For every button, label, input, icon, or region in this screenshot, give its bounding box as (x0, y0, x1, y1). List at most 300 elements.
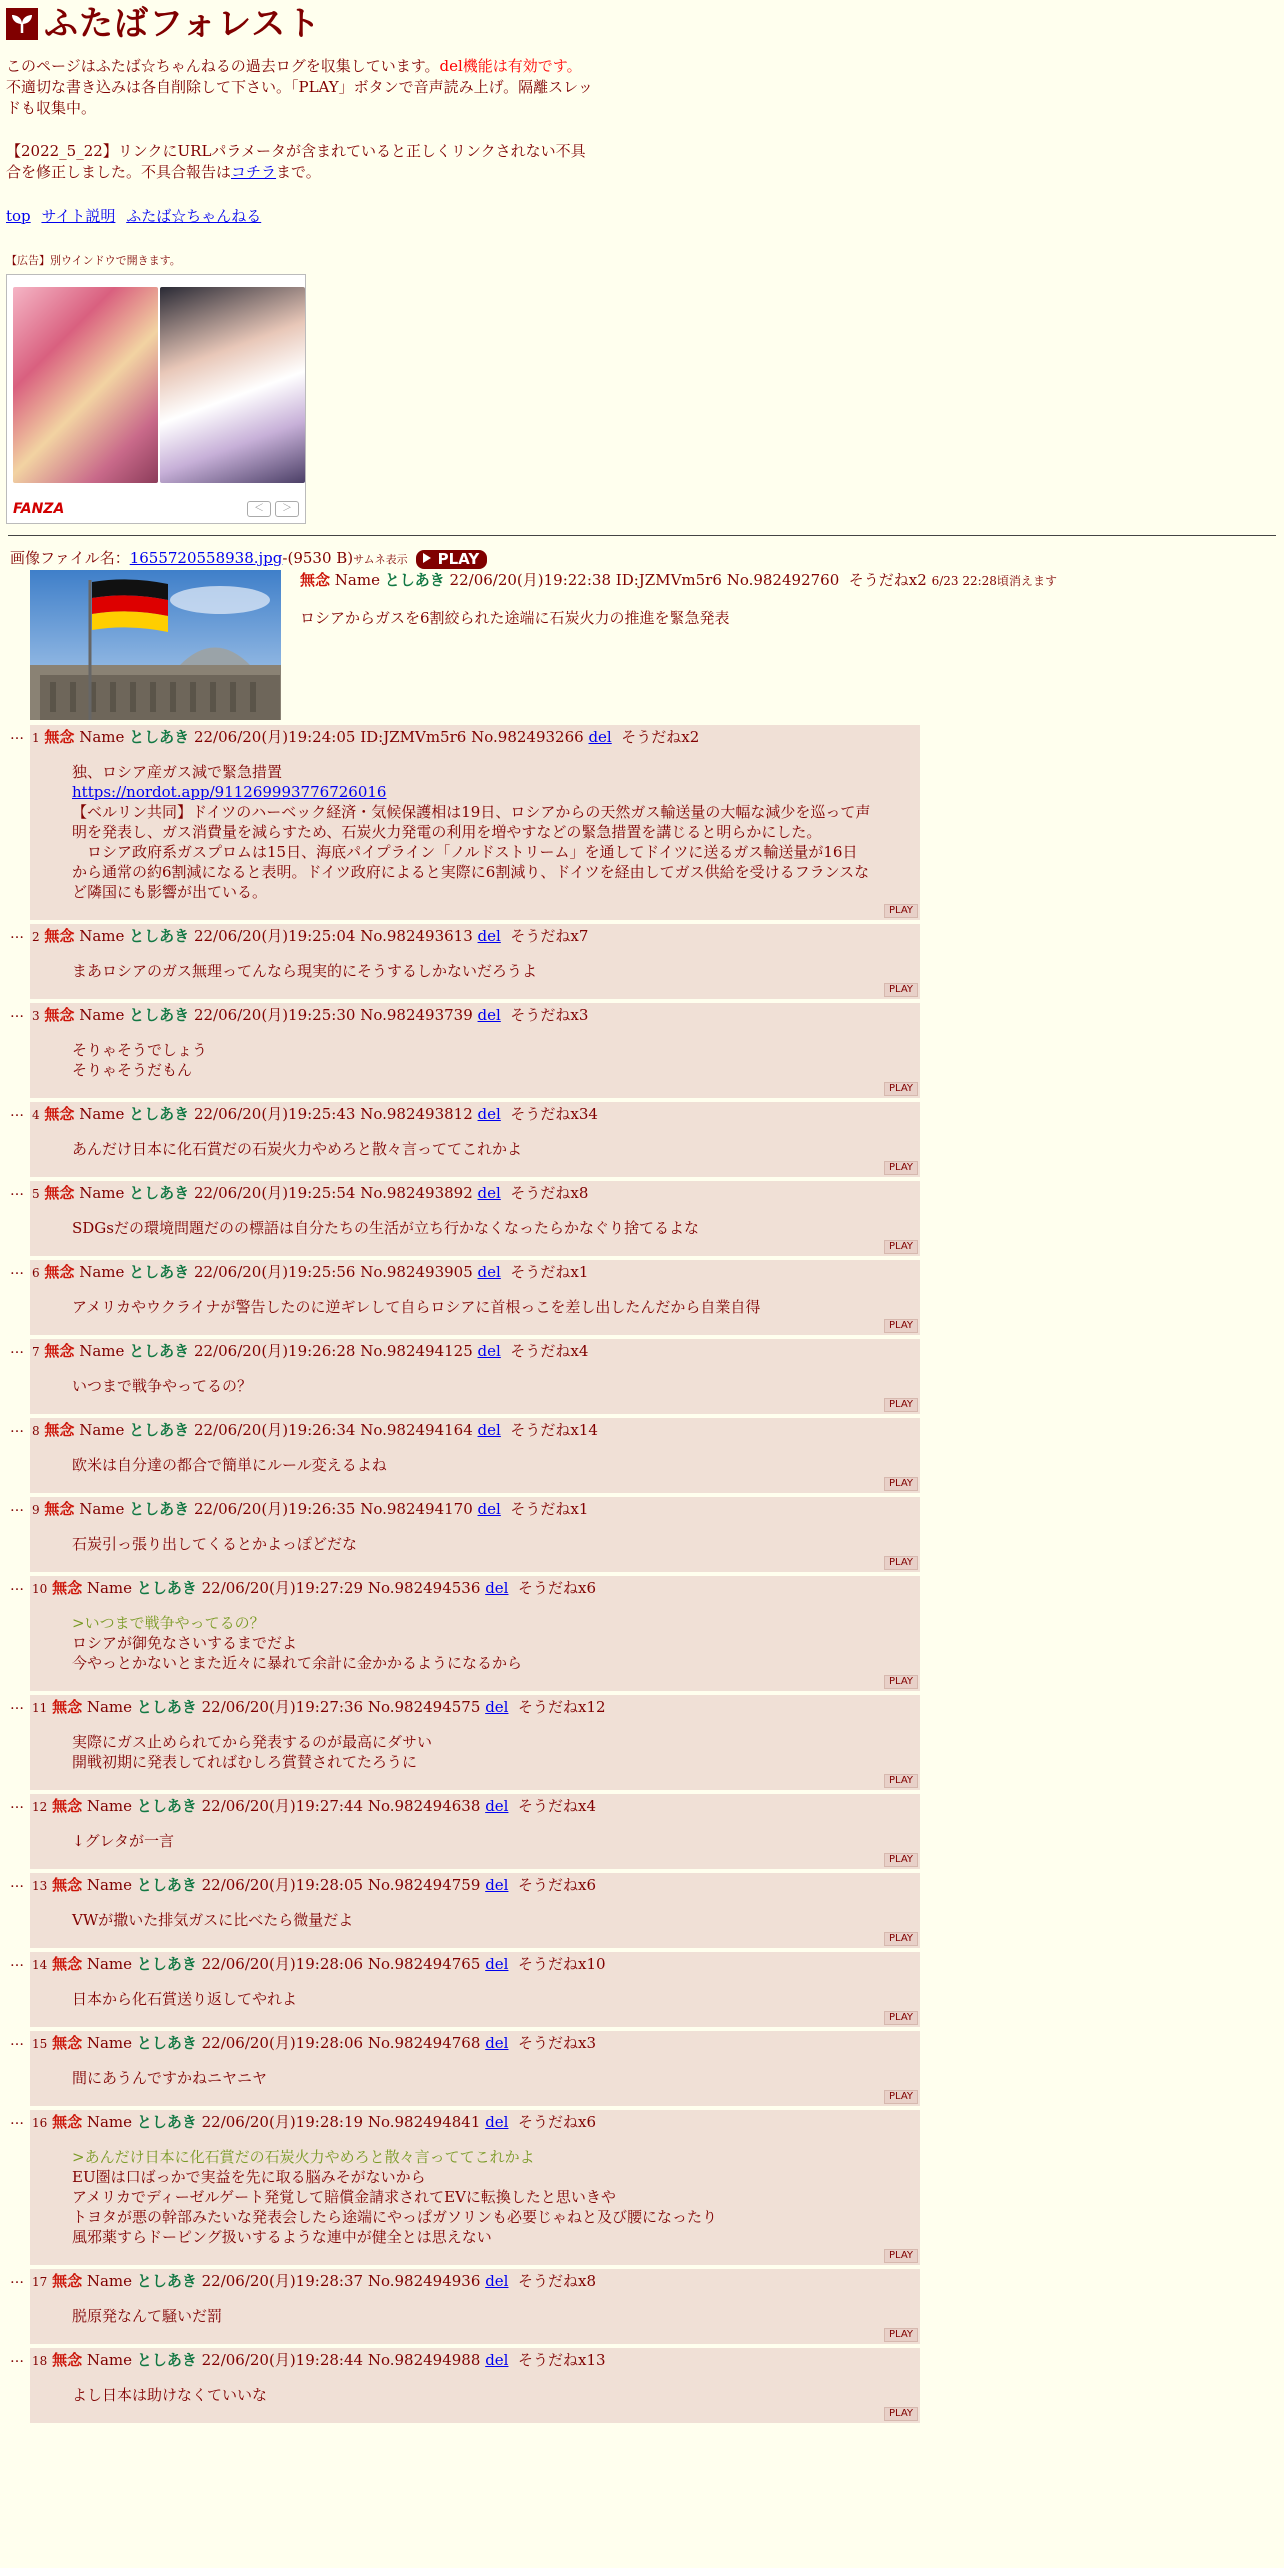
reply-subject: 無念 (52, 2272, 83, 2290)
del-link[interactable]: del (477, 1105, 501, 1123)
reply-sodane[interactable]: そうだねx12 (518, 1698, 606, 1716)
reply-text-line: 脱原発なんて騒いだ罰 (72, 2307, 223, 2325)
reply-post (30, 725, 920, 920)
thread-op (10, 548, 1270, 720)
del-link[interactable]: del (477, 927, 501, 945)
reply-datetime: 22/06/20(月)19:27:36 (201, 1698, 364, 1716)
reply-row (10, 1339, 920, 1414)
reply-sodane[interactable]: そうだねx8 (518, 2272, 597, 2290)
reply-number[interactable]: No.982494759 (367, 1876, 481, 1894)
reply-index: 13 (32, 1879, 48, 1893)
reply-datetime: 22/06/20(月)19:25:56 (193, 1263, 356, 1281)
reply-post (30, 1576, 920, 1691)
reply-row (10, 1181, 920, 1256)
reply-poster-name: としあき (129, 1006, 190, 1024)
reply-play-button[interactable]: PLAY (884, 1556, 918, 1570)
reply-subject: 無念 (52, 1698, 83, 1716)
ad-next-button[interactable]: ＞ (275, 501, 299, 517)
reply-number[interactable]: No.982493613 (360, 927, 473, 945)
reply-name-label: Name (79, 1184, 125, 1202)
reply-comment (72, 961, 872, 981)
reply-index: 9 (32, 1503, 40, 1517)
reply-sodane[interactable]: そうだねx14 (510, 1421, 598, 1439)
thumb-label: サムネ表示 (353, 553, 408, 566)
reply-index: 16 (32, 2116, 48, 2130)
reply-text-line: SDGsだの環境問題だのの標語は自分たちの生活が立ち行かなくなったらかなぐり捨てるよな (72, 1219, 699, 1237)
reply-name-label: Name (86, 1955, 133, 1973)
notice-text: 【2022_5_22】リンクにURLパラメータが含まれていると正しくリンクされない不具合を修正しました。不具合報告は (6, 142, 586, 181)
ad-image-right[interactable] (160, 287, 305, 483)
reply-row (10, 1260, 920, 1335)
reply-post (30, 1695, 920, 1790)
op-comment: ロシアからガスを6割絞られた途端に石炭火力の推進を緊急発表 (300, 609, 730, 627)
reply-text-line: そりゃそうでしょう (72, 1041, 208, 1059)
reply-poster-name: としあき (129, 1421, 190, 1439)
ad-banner[interactable] (6, 274, 306, 524)
reply-header (32, 2112, 920, 2133)
reply-row (10, 2031, 920, 2106)
reply-menu-dots[interactable]: … (10, 1341, 24, 1357)
op-name-label: Name (334, 571, 380, 589)
op-header (300, 570, 1200, 591)
reply-subject: 無念 (44, 1500, 75, 1518)
reply-number[interactable]: No.982493892 (360, 1184, 473, 1202)
reply-text-line: アメリカやウクライナが警告したのに逆ギレして自らロシアに首根っこを差し出したんだから自業自得 (72, 1298, 761, 1316)
del-link[interactable]: del (485, 2272, 509, 2290)
reply-play-button[interactable]: PLAY (884, 1082, 918, 1096)
site-header (6, 4, 606, 524)
reply-subject: 無念 (52, 2351, 83, 2369)
reply-name-label: Name (79, 1263, 125, 1281)
reply-text-line: ↓グレタが一言 (72, 1832, 174, 1850)
site-description (6, 56, 596, 119)
reply-header (32, 1420, 920, 1441)
reply-datetime: 22/06/20(月)19:26:35 (193, 1500, 356, 1518)
reply-header (32, 1005, 920, 1026)
ad-brand-logo[interactable]: FANZA (13, 501, 65, 517)
reply-text-line: 開戦初期に発表してればむしろ賞賛されてたろうに (72, 1753, 418, 1771)
reply-post (30, 1181, 920, 1256)
del-link[interactable]: del (485, 1876, 509, 1894)
reply-number[interactable]: No.982494936 (367, 2272, 481, 2290)
reply-comment (72, 1613, 872, 1673)
reply-name-label: Name (79, 1105, 125, 1123)
file-info (10, 548, 1270, 570)
reply-comment (72, 2068, 872, 2088)
reply-post (30, 1339, 920, 1414)
del-link[interactable]: del (485, 2034, 509, 2052)
reply-header (32, 1697, 920, 1718)
reply-sodane[interactable]: そうだねx6 (518, 1876, 597, 1894)
reply-subject: 無念 (44, 927, 75, 945)
reply-row (10, 1952, 920, 2027)
reply-datetime: 22/06/20(月)19:24:05 (193, 728, 356, 746)
reply-name-label: Name (86, 1579, 133, 1597)
reply-row (10, 1873, 920, 1948)
reply-url-link[interactable]: https://nordot.app/911269993776726016 (72, 783, 387, 801)
reply-menu-dots[interactable]: … (10, 1104, 24, 1120)
reply-post (30, 1418, 920, 1493)
reply-comment (72, 2147, 872, 2247)
reply-number[interactable]: No.982494765 (367, 1955, 481, 1973)
reply-play-button[interactable]: PLAY (884, 2328, 918, 2342)
nav-about-link[interactable]: サイト説明 (41, 207, 116, 225)
reply-menu-dots[interactable]: … (10, 1875, 24, 1891)
op-thumbnail[interactable] (30, 570, 281, 720)
reply-poster-name: としあき (129, 1342, 190, 1360)
reply-header (32, 1796, 920, 1817)
reply-sodane[interactable]: そうだねx3 (518, 2034, 597, 2052)
desc-text-1: このページはふたば☆ちゃんねるの過去ログを収集しています。 (6, 57, 440, 75)
reply-poster-name: としあき (136, 1955, 197, 1973)
reply-sodane[interactable]: そうだねx6 (518, 2113, 597, 2131)
reply-header (32, 1875, 920, 1896)
play-icon (422, 552, 432, 564)
reply-datetime: 22/06/20(月)19:28:44 (201, 2351, 364, 2369)
reply-header (32, 1578, 920, 1599)
reply-poster-name: としあき (129, 927, 190, 945)
reply-text-line: VWが撒いた排気ガスに比べたら微量だよ (72, 1911, 354, 1929)
reply-index: 1 (32, 731, 40, 745)
reply-post (30, 1873, 920, 1948)
del-link[interactable]: del (485, 1698, 509, 1716)
reply-datetime: 22/06/20(月)19:28:06 (201, 1955, 364, 1973)
reply-text-line: 風邪薬すらドーピング扱いするような連中が健全とは思えない (72, 2228, 492, 2246)
reply-name-label: Name (86, 2113, 133, 2131)
file-size: -(9530 B) (282, 549, 354, 567)
reply-datetime: 22/06/20(月)19:27:29 (201, 1579, 364, 1597)
reply-subject: 無念 (44, 1342, 75, 1360)
logo-row (6, 4, 606, 44)
reply-row (10, 2110, 920, 2265)
reply-header (32, 926, 920, 947)
reply-datetime: 22/06/20(月)19:27:44 (201, 1797, 364, 1815)
reply-play-button[interactable]: PLAY (884, 1161, 918, 1175)
op-post (10, 570, 1270, 720)
op-subject: 無念 (300, 571, 331, 589)
notice-tail: まで。 (276, 163, 321, 181)
reply-post (30, 2110, 920, 2265)
reply-text-line: アメリカでディーゼルゲート発覚して賠償金請求されてEVに転換したと思いきや (72, 2188, 616, 2206)
reply-row (10, 1418, 920, 1493)
file-link[interactable]: 1655720558938.jpg (129, 549, 283, 567)
del-link[interactable]: del (485, 1955, 509, 1973)
reply-sodane[interactable]: そうだねx4 (518, 1797, 597, 1815)
reply-comment (72, 1989, 872, 2009)
reply-play-button[interactable]: PLAY (884, 1319, 918, 1333)
reply-text-line: トヨタが悪の幹部みたいな発表会したら途端にやっぱガソリンも必要じゃねと及び腰になったり (72, 2208, 718, 2226)
reply-datetime: 22/06/20(月)19:25:04 (193, 927, 356, 945)
reply-index: 17 (32, 2275, 48, 2289)
reply-number[interactable]: No.982494638 (367, 1797, 481, 1815)
reply-comment (72, 1139, 872, 1159)
reply-poster-name: としあき (136, 1698, 197, 1716)
reply-datetime: 22/06/20(月)19:28:37 (201, 2272, 364, 2290)
reply-poster-name: としあき (129, 1105, 190, 1123)
reply-datetime: 22/06/20(月)19:28:06 (201, 2034, 364, 2052)
reply-menu-dots[interactable]: … (10, 926, 24, 942)
reply-text-line: 日本から化石賞送り返してやれよ (72, 1990, 298, 2008)
reply-name-label: Name (86, 1876, 133, 1894)
reply-comment (72, 1910, 872, 1930)
reply-play-button[interactable]: PLAY (884, 2249, 918, 2263)
reply-subject: 無念 (52, 2113, 83, 2131)
reply-datetime: 22/06/20(月)19:25:30 (193, 1006, 356, 1024)
reply-index: 6 (32, 1266, 40, 1280)
reply-row (10, 924, 920, 999)
del-link[interactable]: del (477, 1263, 501, 1281)
reply-poster-name: としあき (136, 1797, 197, 1815)
reply-number[interactable]: No.982494841 (367, 2113, 481, 2131)
reply-row (10, 1794, 920, 1869)
reply-index: 3 (32, 1009, 40, 1023)
reply-play-button[interactable]: PLAY (884, 1398, 918, 1412)
reply-menu-dots[interactable]: … (10, 1578, 24, 1594)
reply-poster-name: としあき (136, 1876, 197, 1894)
ad-image-left[interactable] (13, 287, 158, 483)
reply-text-line: 間にあうんですかねニヤニヤ (72, 2069, 268, 2087)
reply-index: 11 (32, 1701, 48, 1715)
reply-play-button[interactable]: PLAY (884, 983, 918, 997)
reply-menu-dots[interactable]: … (10, 1697, 24, 1713)
reply-row (10, 1695, 920, 1790)
thread-play-button[interactable] (416, 550, 487, 569)
reply-post (30, 1260, 920, 1335)
reply-header (32, 1499, 920, 1520)
reply-menu-dots[interactable]: … (10, 1954, 24, 1970)
op-expire: 6/23 22:28頃消えます (931, 574, 1057, 588)
reply-header (32, 1262, 920, 1283)
reply-number[interactable]: No.982494125 (360, 1342, 473, 1360)
file-label: 画像ファイル名： (10, 549, 130, 567)
reply-name-label: Name (86, 2034, 133, 2052)
reply-number[interactable]: No.982494170 (360, 1500, 473, 1518)
reply-sodane[interactable]: そうだねx3 (510, 1006, 589, 1024)
reply-comment (72, 1376, 872, 1396)
reply-quote-line: >いつまで戦争やってるの？ (72, 1614, 265, 1632)
reply-datetime: 22/06/20(月)19:25:54 (193, 1184, 356, 1202)
reply-subject: 無念 (52, 1579, 83, 1597)
reply-menu-dots[interactable]: … (10, 2271, 24, 2287)
reply-datetime: 22/06/20(月)19:25:43 (193, 1105, 356, 1123)
nav-futaba-link[interactable]: ふたば☆ちゃんねる (126, 207, 262, 225)
reply-play-button[interactable]: PLAY (884, 904, 918, 918)
reply-comment (72, 1040, 872, 1080)
reply-index: 15 (32, 2037, 48, 2051)
reply-poster-name: としあき (129, 1184, 190, 1202)
reply-number[interactable]: No.982494988 (367, 2351, 481, 2369)
reply-number[interactable]: No.982494164 (360, 1421, 473, 1439)
reply-header (32, 1183, 920, 1204)
reply-poster-name: としあき (129, 728, 190, 746)
del-link[interactable]: del (477, 1184, 501, 1202)
reply-row (10, 1003, 920, 1098)
reply-subject: 無念 (44, 1184, 75, 1202)
reply-text-line: よし日本は助けなくていいな (72, 2386, 268, 2404)
reply-subject: 無念 (44, 728, 75, 746)
reply-sodane[interactable]: そうだねx8 (510, 1184, 589, 1202)
reply-post (30, 1952, 920, 2027)
op-number[interactable]: No.982492760 (726, 571, 840, 589)
reply-menu-dots[interactable]: … (10, 1499, 24, 1515)
reply-row (10, 1497, 920, 1572)
reply-subject: 無念 (52, 1876, 83, 1894)
nav-top-link[interactable]: top (6, 207, 31, 225)
reply-menu-dots[interactable]: … (10, 2350, 24, 2366)
reply-subject: 無念 (52, 1955, 83, 1973)
reply-comment (72, 1732, 872, 1772)
reply-text-line: まあロシアのガス無理ってんなら現実的にそうするしかないだろうよ (72, 962, 538, 980)
reply-text-line: ロシアが御免なさいするまでだよ (72, 1634, 298, 1652)
reply-poster-name: としあき (136, 2351, 197, 2369)
reply-datetime: 22/06/20(月)19:28:19 (201, 2113, 364, 2131)
del-link[interactable]: del (485, 1797, 509, 1815)
reply-name-label: Name (79, 728, 125, 746)
reply-text-line: EU圏は口ばっかで実益を先に取る脳みそがないから (72, 2168, 426, 2186)
reply-index: 7 (32, 1345, 40, 1359)
thread-divider (8, 535, 1276, 536)
reply-sodane[interactable]: そうだねx13 (518, 2351, 606, 2369)
reply-comment (72, 1831, 872, 1851)
reply-comment (72, 1534, 872, 1554)
op-datetime: 22/06/20(月)19:22:38 (449, 571, 611, 589)
reply-header (32, 1104, 920, 1125)
ad-prev-button[interactable]: ＜ (247, 501, 271, 517)
reply-text-line: 実際にガス止められてから発表するのが最高にダサい (72, 1733, 433, 1751)
reply-play-button[interactable]: PLAY (884, 1675, 918, 1689)
reply-sodane[interactable]: そうだねx7 (510, 927, 589, 945)
reply-header (32, 1341, 920, 1362)
reply-play-button[interactable]: PLAY (884, 2407, 918, 2421)
reply-sodane[interactable]: そうだねx34 (510, 1105, 598, 1123)
reply-post (30, 2031, 920, 2106)
reply-menu-dots[interactable]: … (10, 727, 24, 743)
reply-post (30, 1003, 920, 1098)
reply-subject: 無念 (52, 1797, 83, 1815)
reply-header (32, 2350, 920, 2371)
reply-post (30, 2269, 920, 2344)
reply-number[interactable]: No.982494575 (367, 1698, 481, 1716)
reply-sodane[interactable]: そうだねx1 (510, 1263, 589, 1281)
reply-comment (72, 762, 872, 902)
reply-row (10, 1576, 920, 1691)
reply-post (30, 1497, 920, 1572)
leaf-logo-icon[interactable] (6, 8, 38, 40)
reply-play-button[interactable]: PLAY (884, 1240, 918, 1254)
reply-name-label: Name (86, 1797, 133, 1815)
del-link[interactable]: del (477, 1006, 501, 1024)
del-link[interactable]: del (477, 1500, 501, 1518)
reply-index: 4 (32, 1108, 40, 1122)
reply-index: 14 (32, 1958, 48, 1972)
reply-poster-name: としあき (136, 2034, 197, 2052)
reply-play-button[interactable]: PLAY (884, 2011, 918, 2025)
nav-links (6, 205, 606, 226)
reply-play-button[interactable]: PLAY (884, 1932, 918, 1946)
del-link[interactable]: del (485, 1579, 509, 1597)
ad-label: 【広告】別ウインドウで開きます。 (6, 254, 181, 267)
reply-sodane[interactable]: そうだねx2 (621, 728, 700, 746)
site-title[interactable]: ふたばフォレスト (44, 4, 322, 44)
reply-list (10, 725, 920, 2427)
reply-sodane[interactable]: そうだねx4 (510, 1342, 589, 1360)
reply-header (32, 2033, 920, 2054)
reply-comment (72, 2385, 872, 2405)
reply-menu-dots[interactable]: … (10, 2112, 24, 2128)
reply-poster-name: としあき (129, 1263, 190, 1281)
reply-text-line: あんだけ日本に化石賞だの石炭火力やめろと散々言っててこれかよ (72, 1140, 523, 1158)
reply-name-label: Name (86, 1698, 133, 1716)
reply-sodane[interactable]: そうだねx10 (518, 1955, 606, 1973)
del-link[interactable]: del (477, 1342, 501, 1360)
reply-text-line: 欧米は自分達の都合で簡単にルール変えるよね (72, 1456, 387, 1474)
reply-number[interactable]: No.982493266 (471, 728, 584, 746)
reply-subject: 無念 (44, 1263, 75, 1281)
reply-text-line: 独、ロシア産ガス減で緊急措置 (72, 763, 283, 781)
bugfix-notice (6, 141, 596, 183)
reply-index: 12 (32, 1800, 48, 1814)
op-poster-name: としあき (384, 571, 445, 589)
reply-number[interactable]: No.982493905 (360, 1263, 473, 1281)
reply-datetime: 22/06/20(月)19:28:05 (201, 1876, 364, 1894)
reply-header (32, 2271, 920, 2292)
reply-menu-dots[interactable]: … (10, 1005, 24, 1021)
reply-play-button[interactable]: PLAY (884, 1477, 918, 1491)
reply-number[interactable]: No.982494536 (367, 1579, 481, 1597)
reply-post (30, 1794, 920, 1869)
reply-name-label: Name (79, 1500, 125, 1518)
reply-menu-dots[interactable]: … (10, 1420, 24, 1436)
reply-datetime: 22/06/20(月)19:26:34 (193, 1421, 356, 1439)
del-link[interactable]: del (588, 728, 612, 746)
reply-name-label: Name (86, 2351, 133, 2369)
reply-poster-name: としあき (136, 2113, 197, 2131)
reply-header (32, 1954, 920, 1975)
reply-number[interactable]: No.982493739 (360, 1006, 473, 1024)
reply-sodane[interactable]: そうだねx6 (518, 1579, 597, 1597)
reply-play-button[interactable]: PLAY (884, 1853, 918, 1867)
reply-index: 10 (32, 1582, 48, 1596)
reply-subject: 無念 (44, 1421, 75, 1439)
reply-comment (72, 1218, 872, 1238)
del-link[interactable]: del (485, 2351, 509, 2369)
op-sodane[interactable]: そうだねx2 (848, 571, 927, 589)
reply-text-line: 【ベルリン共同】ドイツのハーベック経済・気候保護相は19日、ロシアからの天然ガス輸送量の大幅な減少を巡って声明を発表し、ガス消費量を減らすため、石炭火力発電の利用を増やすなどの緊急措置を講じると明らかにした。 (72, 803, 871, 841)
reply-play-button[interactable]: PLAY (884, 2090, 918, 2104)
reply-quote-line: >あんだけ日本に化石賞だの石炭火力やめろと散々言っててこれかよ (72, 2148, 535, 2166)
reply-header (32, 727, 920, 748)
reply-menu-dots[interactable]: … (10, 1796, 24, 1812)
report-link[interactable]: コチラ (231, 163, 277, 181)
del-link[interactable]: del (485, 2113, 509, 2131)
reply-name-label: Name (79, 1342, 125, 1360)
del-notice: del機能は有効です。 (439, 57, 582, 75)
reply-poster-name: としあき (129, 1500, 190, 1518)
reply-index: 2 (32, 930, 40, 944)
reply-sodane[interactable]: そうだねx1 (510, 1500, 589, 1518)
reply-number[interactable]: No.982493812 (360, 1105, 473, 1123)
del-link[interactable]: del (477, 1421, 501, 1439)
reply-menu-dots[interactable]: … (10, 2033, 24, 2049)
reply-text-line: 石炭引っ張り出してくるとかよっぽどだな (72, 1535, 358, 1553)
thread-play-label: PLAY (437, 549, 480, 568)
reply-row (10, 2269, 920, 2344)
reply-number[interactable]: No.982494768 (367, 2034, 481, 2052)
reply-menu-dots[interactable]: … (10, 1183, 24, 1199)
reply-post (30, 1102, 920, 1177)
reply-menu-dots[interactable]: … (10, 1262, 24, 1278)
reply-play-button[interactable]: PLAY (884, 1774, 918, 1788)
